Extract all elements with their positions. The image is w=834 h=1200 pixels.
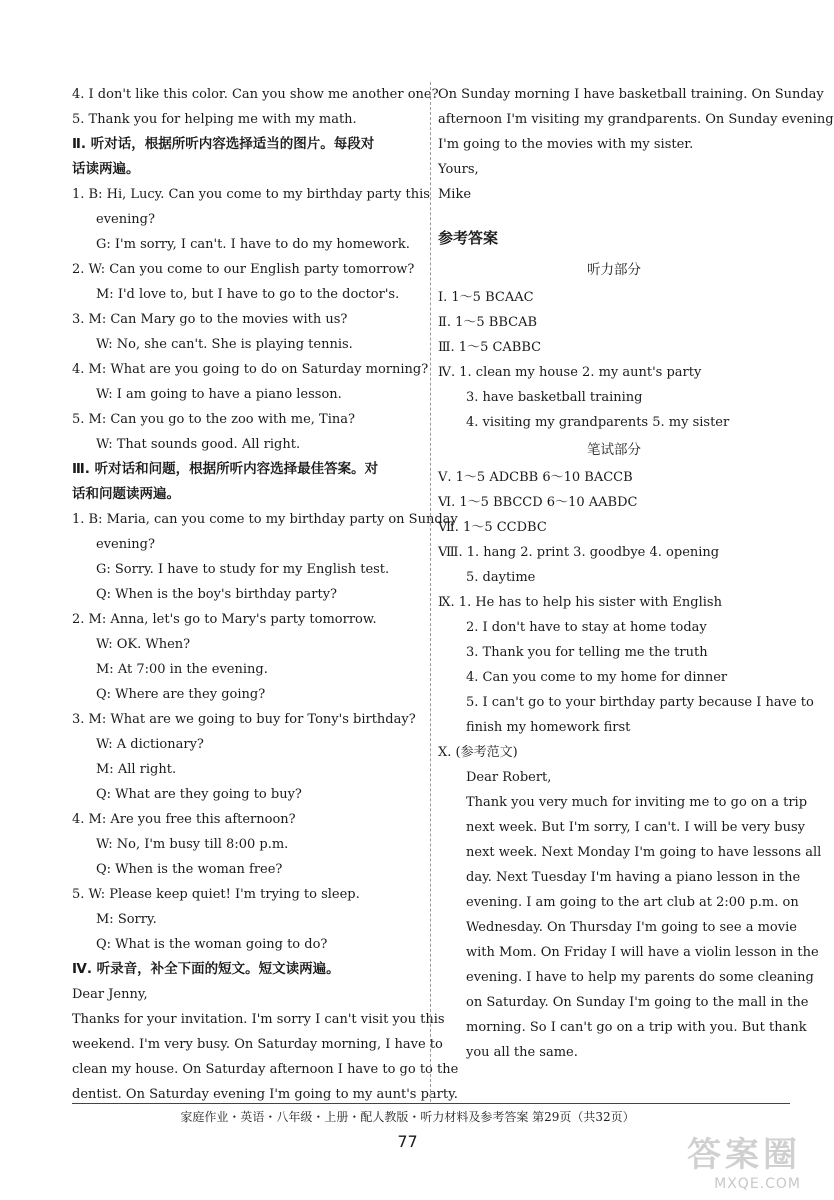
- essay-line: Wednesday. On Thursday I'm going to see a movie: [466, 920, 797, 935]
- text-line: Q: When is the woman free?: [96, 862, 283, 877]
- text-line: W: No, I'm busy till 8:00 p.m.: [96, 837, 289, 852]
- answer-line: 5. I can't go to your birthday party because I have to: [466, 695, 814, 710]
- writing-title: 笔试部分: [587, 442, 641, 458]
- answer-line: Ⅵ. 1～5 BBCCD 6～10 AABDC: [438, 495, 638, 510]
- text-line: 5. W: Please keep quiet! I'm trying to sleep.: [72, 887, 360, 902]
- text-line: M: Sorry.: [96, 912, 157, 927]
- footer-rule: [72, 1103, 790, 1104]
- text-line: 4. M: Are you free this afternoon?: [72, 812, 296, 827]
- essay-line: day. Next Tuesday I'm having a piano lesson in the: [466, 870, 801, 885]
- answers-title: 参考答案: [438, 229, 499, 247]
- answer-line: Ⅶ. 1～5 CCDBC: [438, 520, 547, 535]
- essay-line: on Saturday. On Sunday I'm going to the mall in the: [466, 995, 809, 1010]
- text-line: weekend. I'm very busy. On Saturday morning, I have to: [72, 1037, 443, 1052]
- text-line: Q: What are they going to buy?: [96, 787, 302, 802]
- essay-line: next week. But I'm sorry, I can't. I will be very busy: [466, 820, 805, 835]
- text-line: dentist. On Saturday evening I'm going to my aunt's party.: [72, 1087, 458, 1102]
- watermark-text: 答案圈: [687, 1135, 801, 1175]
- answer-line: finish my homework first: [466, 720, 631, 735]
- letter-line: Yours,: [438, 162, 479, 177]
- answer-line: 3. have basketball training: [466, 390, 643, 405]
- text-line: M: I'd love to, but I have to go to the doctor's.: [96, 287, 400, 302]
- answer-line: 2. I don't have to stay at home today: [466, 620, 707, 635]
- answer-line: 4. visiting my grandparents 5. my sister: [466, 415, 730, 430]
- page-footer: 家庭作业・英语・八年级・上册・配人教版・听力材料及参考答案 第29页（共32页）: [180, 1110, 635, 1124]
- answer-line: Ⅱ. 1～5 BBCAB: [438, 315, 538, 330]
- text-line: evening?: [96, 212, 155, 227]
- column-divider: [430, 82, 432, 1102]
- text-line: W: A dictionary?: [96, 737, 204, 752]
- watermark-logo: [687, 1127, 801, 1192]
- text-line: W: That sounds good. All right.: [96, 437, 301, 452]
- section-heading: 话和问题读两遍。: [72, 486, 180, 502]
- essay-line: next week. Next Monday I'm going to have lessons all: [466, 845, 822, 860]
- essay-line: with Mom. On Friday I will have a violin lesson in the: [466, 945, 819, 960]
- answer-line: 5. daytime: [466, 570, 536, 585]
- answer-line: 3. Thank you for telling me the truth: [466, 645, 708, 660]
- section-heading: 话读两遍。: [72, 161, 140, 177]
- text-line: Q: When is the boy's birthday party?: [96, 587, 338, 602]
- section-heading: Ⅱ. 听对话，根据所听内容选择适当的图片。每段对: [72, 136, 375, 152]
- answer-line: 4. Can you come to my home for dinner: [466, 670, 728, 685]
- text-line: Dear Jenny,: [72, 987, 148, 1002]
- watermark-url: MXQE.COM: [714, 1176, 801, 1192]
- essay-line: you all the same.: [466, 1045, 578, 1060]
- text-line: Q: Where are they going?: [96, 687, 266, 702]
- letter-line: afternoon I'm visiting my grandparents. On Sunday evening: [438, 112, 834, 127]
- section-heading: Ⅲ. 听对话和问题，根据所听内容选择最佳答案。对: [72, 461, 379, 477]
- text-line: 4. I don't like this color. Can you show me another one?: [72, 87, 439, 102]
- text-line: clean my house. On Saturday afternoon I have to go to the: [72, 1062, 459, 1077]
- answer-line: Ⅲ. 1～5 CABBC: [438, 340, 542, 355]
- text-line: M: All right.: [96, 762, 177, 777]
- text-line: 3. M: Can Mary go to the movies with us?: [72, 312, 348, 327]
- text-line: W: No, she can't. She is playing tennis.: [96, 337, 353, 352]
- text-line: 1. B: Hi, Lucy. Can you come to my birthday party this: [72, 187, 430, 202]
- section-heading: Ⅳ. 听录音，补全下面的短文。短文读两遍。: [72, 961, 340, 977]
- text-line: W: I am going to have a piano lesson.: [96, 387, 342, 402]
- text-line: 1. B: Maria, can you come to my birthday party on Sunday: [72, 512, 458, 527]
- essay-line: Thank you very much for inviting me to go on a trip: [466, 795, 808, 810]
- text-line: 2. M: Anna, let's go to Mary's party tomorrow.: [72, 612, 377, 627]
- text-line: Q: What is the woman going to do?: [96, 937, 328, 952]
- page-number: 77: [397, 1132, 418, 1151]
- text-line: Thanks for your invitation. I'm sorry I can't visit you this: [72, 1012, 445, 1027]
- text-line: M: At 7:00 in the evening.: [96, 662, 268, 677]
- text-line: 3. M: What are we going to buy for Tony's birthday?: [72, 712, 416, 727]
- essay-line: evening. I am going to the art club at 2:00 p.m. on: [466, 895, 799, 910]
- answer-line: Ⅷ. 1. hang 2. print 3. goodbye 4. opening: [438, 545, 720, 560]
- essay-line: morning. So I can't go on a trip with you. But thank: [466, 1020, 807, 1035]
- answer-line: Ⅹ. (参考范文): [438, 745, 518, 760]
- right-column: [438, 82, 834, 1065]
- text-line: 5. Thank you for helping me with my math.: [72, 112, 357, 127]
- essay-line: evening. I have to help my parents do some cleaning: [466, 970, 814, 985]
- answer-line: Ⅳ. 1. clean my house 2. my aunt's party: [438, 365, 702, 380]
- answer-line: Ⅸ. 1. He has to help his sister with English: [438, 595, 722, 610]
- text-line: G: Sorry. I have to study for my English test.: [96, 562, 390, 577]
- text-line: 4. M: What are you going to do on Saturday morning?: [72, 362, 429, 377]
- text-line: 2. W: Can you come to our English party tomorrow?: [72, 262, 415, 277]
- text-line: 5. M: Can you go to the zoo with me, Tina?: [72, 412, 355, 427]
- text-line: G: I'm sorry, I can't. I have to do my homework.: [96, 237, 410, 252]
- essay-line: Dear Robert,: [466, 770, 552, 785]
- letter-line: Mike: [438, 187, 472, 202]
- listening-title: 听力部分: [587, 262, 641, 278]
- text-line: W: OK. When?: [96, 637, 191, 652]
- answer-line: Ⅴ. 1～5 ADCBB 6～10 BACCB: [438, 470, 633, 485]
- answer-line: Ⅰ. 1～5 BCAAC: [438, 290, 534, 305]
- letter-line: I'm going to the movies with my sister.: [438, 137, 694, 152]
- letter-line: On Sunday morning I have basketball training. On Sunday: [438, 87, 824, 102]
- text-line: evening?: [96, 537, 155, 552]
